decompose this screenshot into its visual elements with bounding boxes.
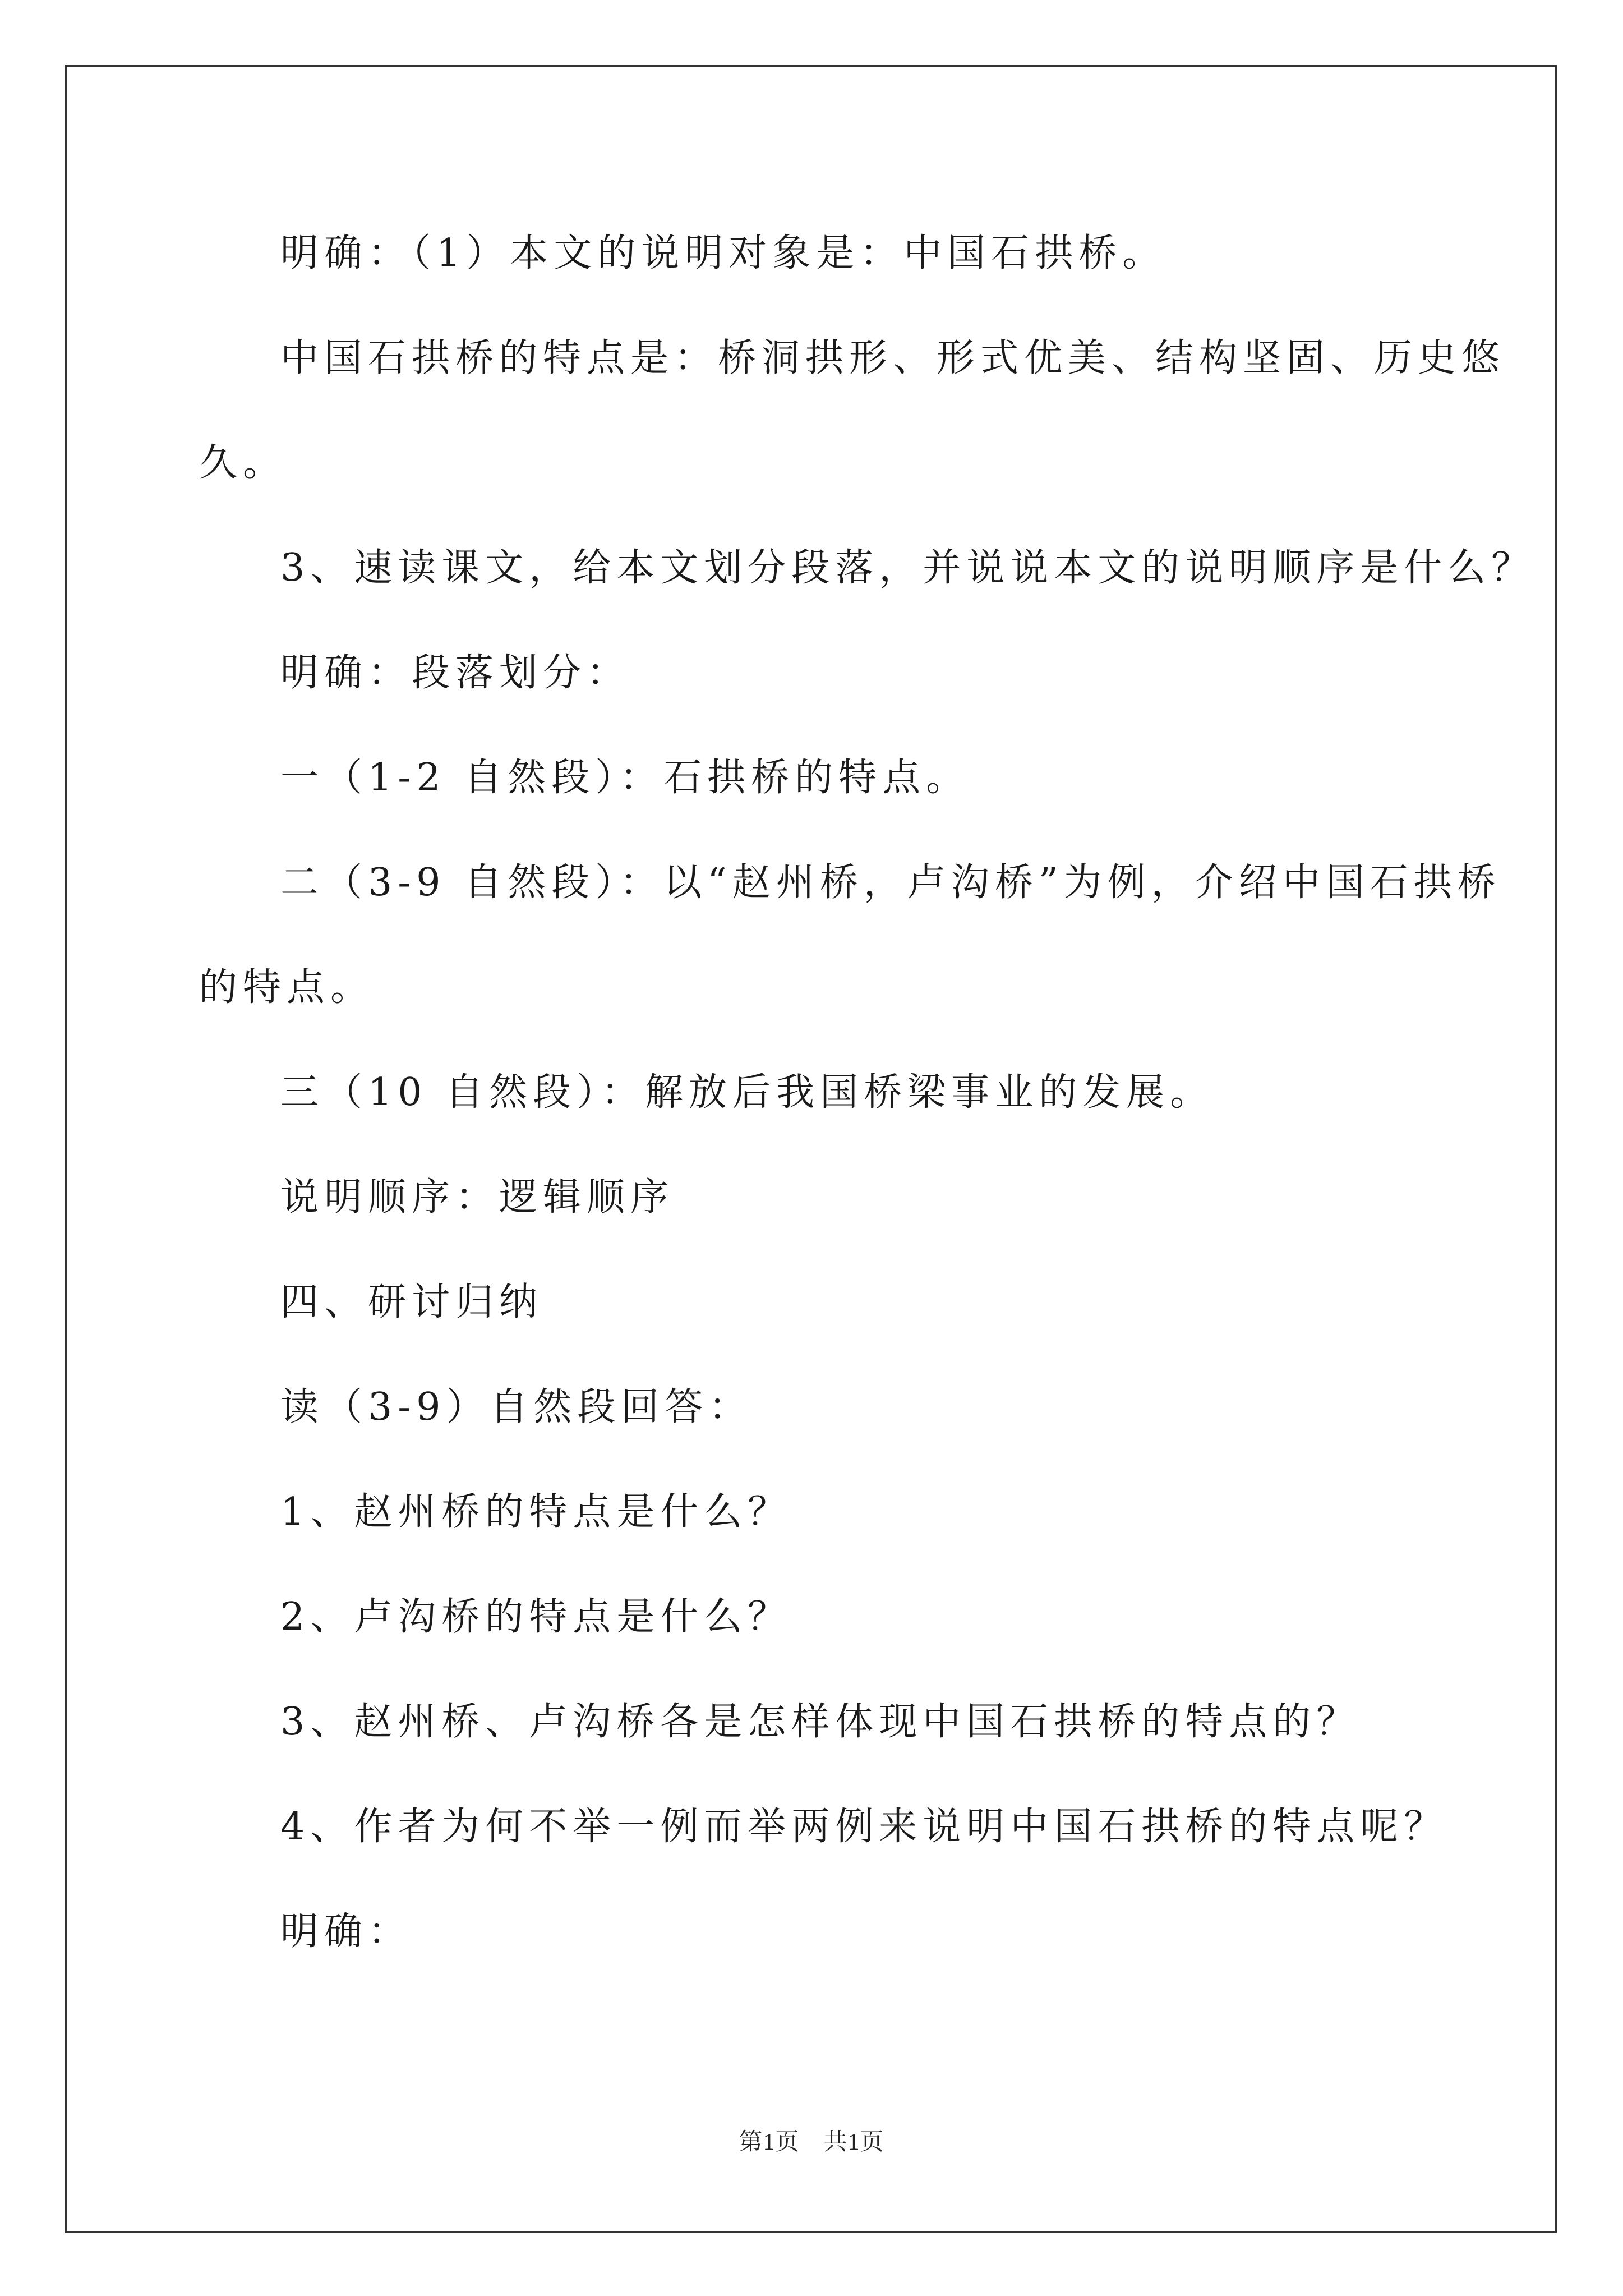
question-3: 3、赵州桥、卢沟桥各是怎样体现中国石拱桥的特点的？ bbox=[280, 1700, 1361, 1744]
question-4: 4、作者为何不举一例而举两例来说明中国石拱桥的特点呢？ bbox=[280, 1805, 1448, 1849]
page-footer: 第1页 共1页 bbox=[739, 2129, 884, 2155]
section-heading: 四、研讨归纳 bbox=[280, 1280, 543, 1324]
question-2: 2、卢沟桥的特点是什么？ bbox=[280, 1595, 792, 1639]
paragraph-1: 明确：（1）本文的说明对象是：中国石拱桥。 bbox=[280, 231, 1166, 275]
paragraph-3: 3、速读课文，给本文划分段落，并说说本文的说明顺序是什么？ bbox=[280, 546, 1536, 590]
question-1: 1、赵州桥的特点是什么？ bbox=[280, 1490, 792, 1534]
paragraph-4: 明确：段落划分： bbox=[280, 651, 631, 695]
paragraph-10: 明确： bbox=[280, 1910, 412, 1954]
paragraph-5: 一（1-2 自然段）：石拱桥的特点。 bbox=[280, 756, 970, 800]
paragraph-6-continued: 的特点。 bbox=[199, 965, 375, 1010]
paragraph-6: 二（3-9 自然段）：以“赵州桥，卢沟桥”为例，介绍中国石拱桥 bbox=[280, 861, 1501, 905]
paragraph-7: 三（10 自然段）：解放后我国桥梁事业的发展。 bbox=[280, 1070, 1214, 1115]
paragraph-2: 中国石拱桥的特点是：桥洞拱形、形式优美、结构坚固、历史悠 bbox=[280, 336, 1506, 380]
page-border bbox=[65, 65, 1557, 2233]
paragraph-2-continued: 久。 bbox=[199, 441, 287, 485]
paragraph-8: 说明顺序：逻辑顺序 bbox=[280, 1175, 675, 1220]
paragraph-9: 读（3-9）自然段回答： bbox=[280, 1385, 753, 1429]
